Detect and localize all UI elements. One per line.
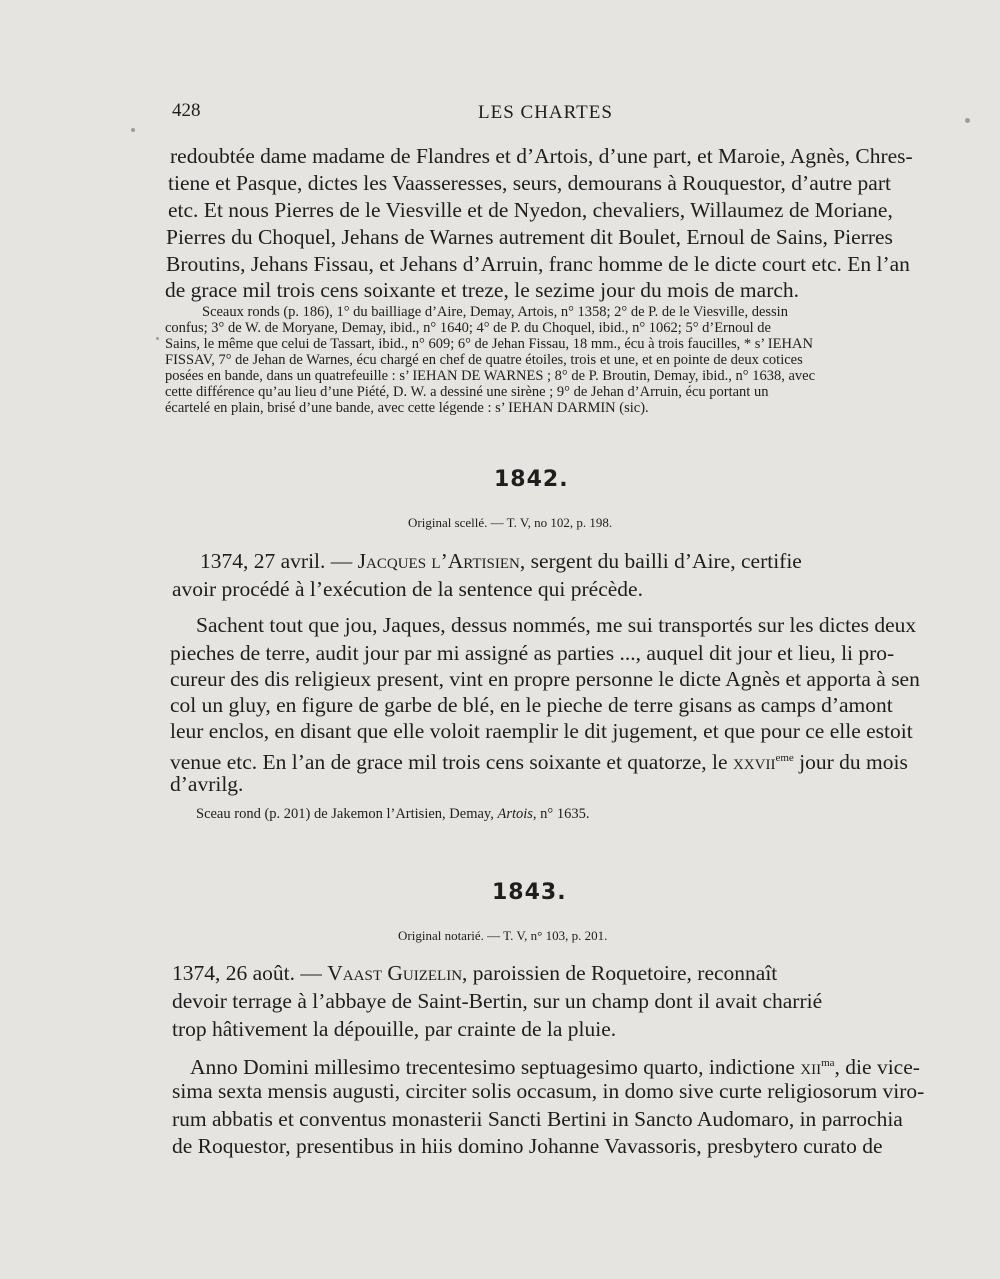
- note-line: Sceaux ronds (p. 186), 1° du bailliage d’Aire, Demay, Artois, n° 1358; 2° de P. de le Viesville, dessin: [202, 304, 788, 320]
- text-line: pieches de terre, audit jour par mi assigné as parties ..., auquel dit jour et lieu, li pro-: [170, 641, 895, 665]
- note-line: confus; 3° de W. de Moryane, Demay, ibid., n° 1640; 4° de P. du Choquel, ibid., n° 1062; 5° d’Ernoul de: [165, 320, 771, 336]
- text-line: redoubtée dame madame de Flandres et d’Artois, d’une part, et Maroie, Agnès, Chres-: [170, 144, 913, 168]
- source-reference: Original notarié. — T. V, n° 103, p. 201.: [398, 928, 608, 943]
- summary-line: 1374, 26 août. — Vaast Guizelin, paroissien de Roquetoire, reconnaît: [172, 961, 778, 985]
- summary-line: 1374, 27 avril. — Jacques l’Artisien, sergent du bailli d’Aire, certifie: [200, 549, 802, 573]
- text-line: Anno Domini millesimo trecentesimo septuagesimo quarto, indictione xii$^{ma}$, die vice-: [190, 1055, 920, 1080]
- summary-line: trop hâtivement la dépouille, par crainte de la pluie.: [172, 1017, 617, 1041]
- note-line: cette différence qu’au lieu d’une Piété, D. W. a dessiné une sirène ; 9° de Jehan d’Arruin, écu portant un: [165, 384, 769, 400]
- text-line: etc. Et nous Pierres de le Viesville et de Nyedon, chevaliers, Willaumez de Moriane,: [168, 198, 893, 222]
- text-line: Broutins, Jehans Fissau, et Jehans d’Arruin, franc homme de le dicte court etc. En l’an: [166, 252, 910, 276]
- page-speck: [131, 128, 135, 132]
- charter-number: 1843.: [492, 880, 567, 905]
- summary-line: avoir procédé à l’exécution de la sentence qui précède.: [172, 577, 643, 601]
- text-line: d’avrilg.: [170, 772, 244, 796]
- text-line: venue etc. En l’an de grace mil trois cens soixante et quatorze, le xxvii$^{eme}$ jour du mois: [170, 750, 908, 775]
- text-line: de grace mil trois cens soixante et treze, le sezime jour du mois de march.: [165, 278, 800, 302]
- text-line: tiene et Pasque, dictes les Vaasseresses, seurs, demourans à Rouquestor, d’autre part: [168, 171, 891, 195]
- page-speck: [965, 118, 970, 123]
- text-line: sima sexta mensis augusti, circiter solis occasum, in domo sive curte religiosorum viro-: [172, 1079, 925, 1103]
- note-line: posées en bande, dans un quatrefeuille : s’ IEHAN DE WARNES ; 8° de P. Broutin, Demay, ibid., n° 1638, avec: [165, 368, 816, 384]
- text-line: rum abbatis et conventus monasterii Sancti Bertini in Sancto Audomaro, in parrochia: [172, 1107, 903, 1131]
- text-line: Pierres du Choquel, Jehans de Warnes autrement dit Boulet, Ernoul de Sains, Pierres: [166, 225, 893, 249]
- charter-number: 1842.: [494, 467, 569, 492]
- seal-note-2: Sceau rond (p. 201) de Jakemon l’Artisien, Demay, Artois, n° 1635.: [196, 806, 590, 822]
- note-line: écartelé en plain, brisé d’une bande, avec cette légende : s’ IEHAN DARMIN (sic).: [165, 400, 649, 416]
- page-number: 428: [172, 100, 201, 121]
- text-line: de Roquestor, presentibus in hiis domino Johanne Vavassoris, presbytero curato de: [172, 1134, 883, 1158]
- running-title: LES CHARTES: [478, 102, 613, 123]
- page-speck: [156, 337, 159, 340]
- text-line: cureur des dis religieux present, vint en propre personne le dicte Agnès et apporta à sen: [170, 667, 920, 691]
- text-line: col un gluy, en figure de garbe de blé, en le pieche de terre gisans as camps d’amont: [170, 693, 893, 717]
- source-reference: Original scellé. — T. V, no 102, p. 198.: [408, 515, 613, 530]
- text-line: Sachent tout que jou, Jaques, dessus nommés, me sui transportés sur les dictes deux: [196, 613, 917, 637]
- note-line: Sains, le même que celui de Tassart, ibid., n° 609; 6° de Jehan Fissau, 18 mm., écu à trois faucilles, * s’ IEHAN: [165, 336, 813, 352]
- note-line: FISSAV, 7° de Jehan de Warnes, écu chargé en chef de quatre étoiles, trois et une, et en pointe de deux cotices: [165, 352, 803, 368]
- text-line: leur enclos, en disant que elle voloit raemplir le dit jugement, et que pour ce elle estoit: [170, 719, 913, 743]
- summary-line: devoir terrage à l’abbaye de Saint-Bertin, sur un champ dont il avait charrié: [172, 989, 823, 1013]
